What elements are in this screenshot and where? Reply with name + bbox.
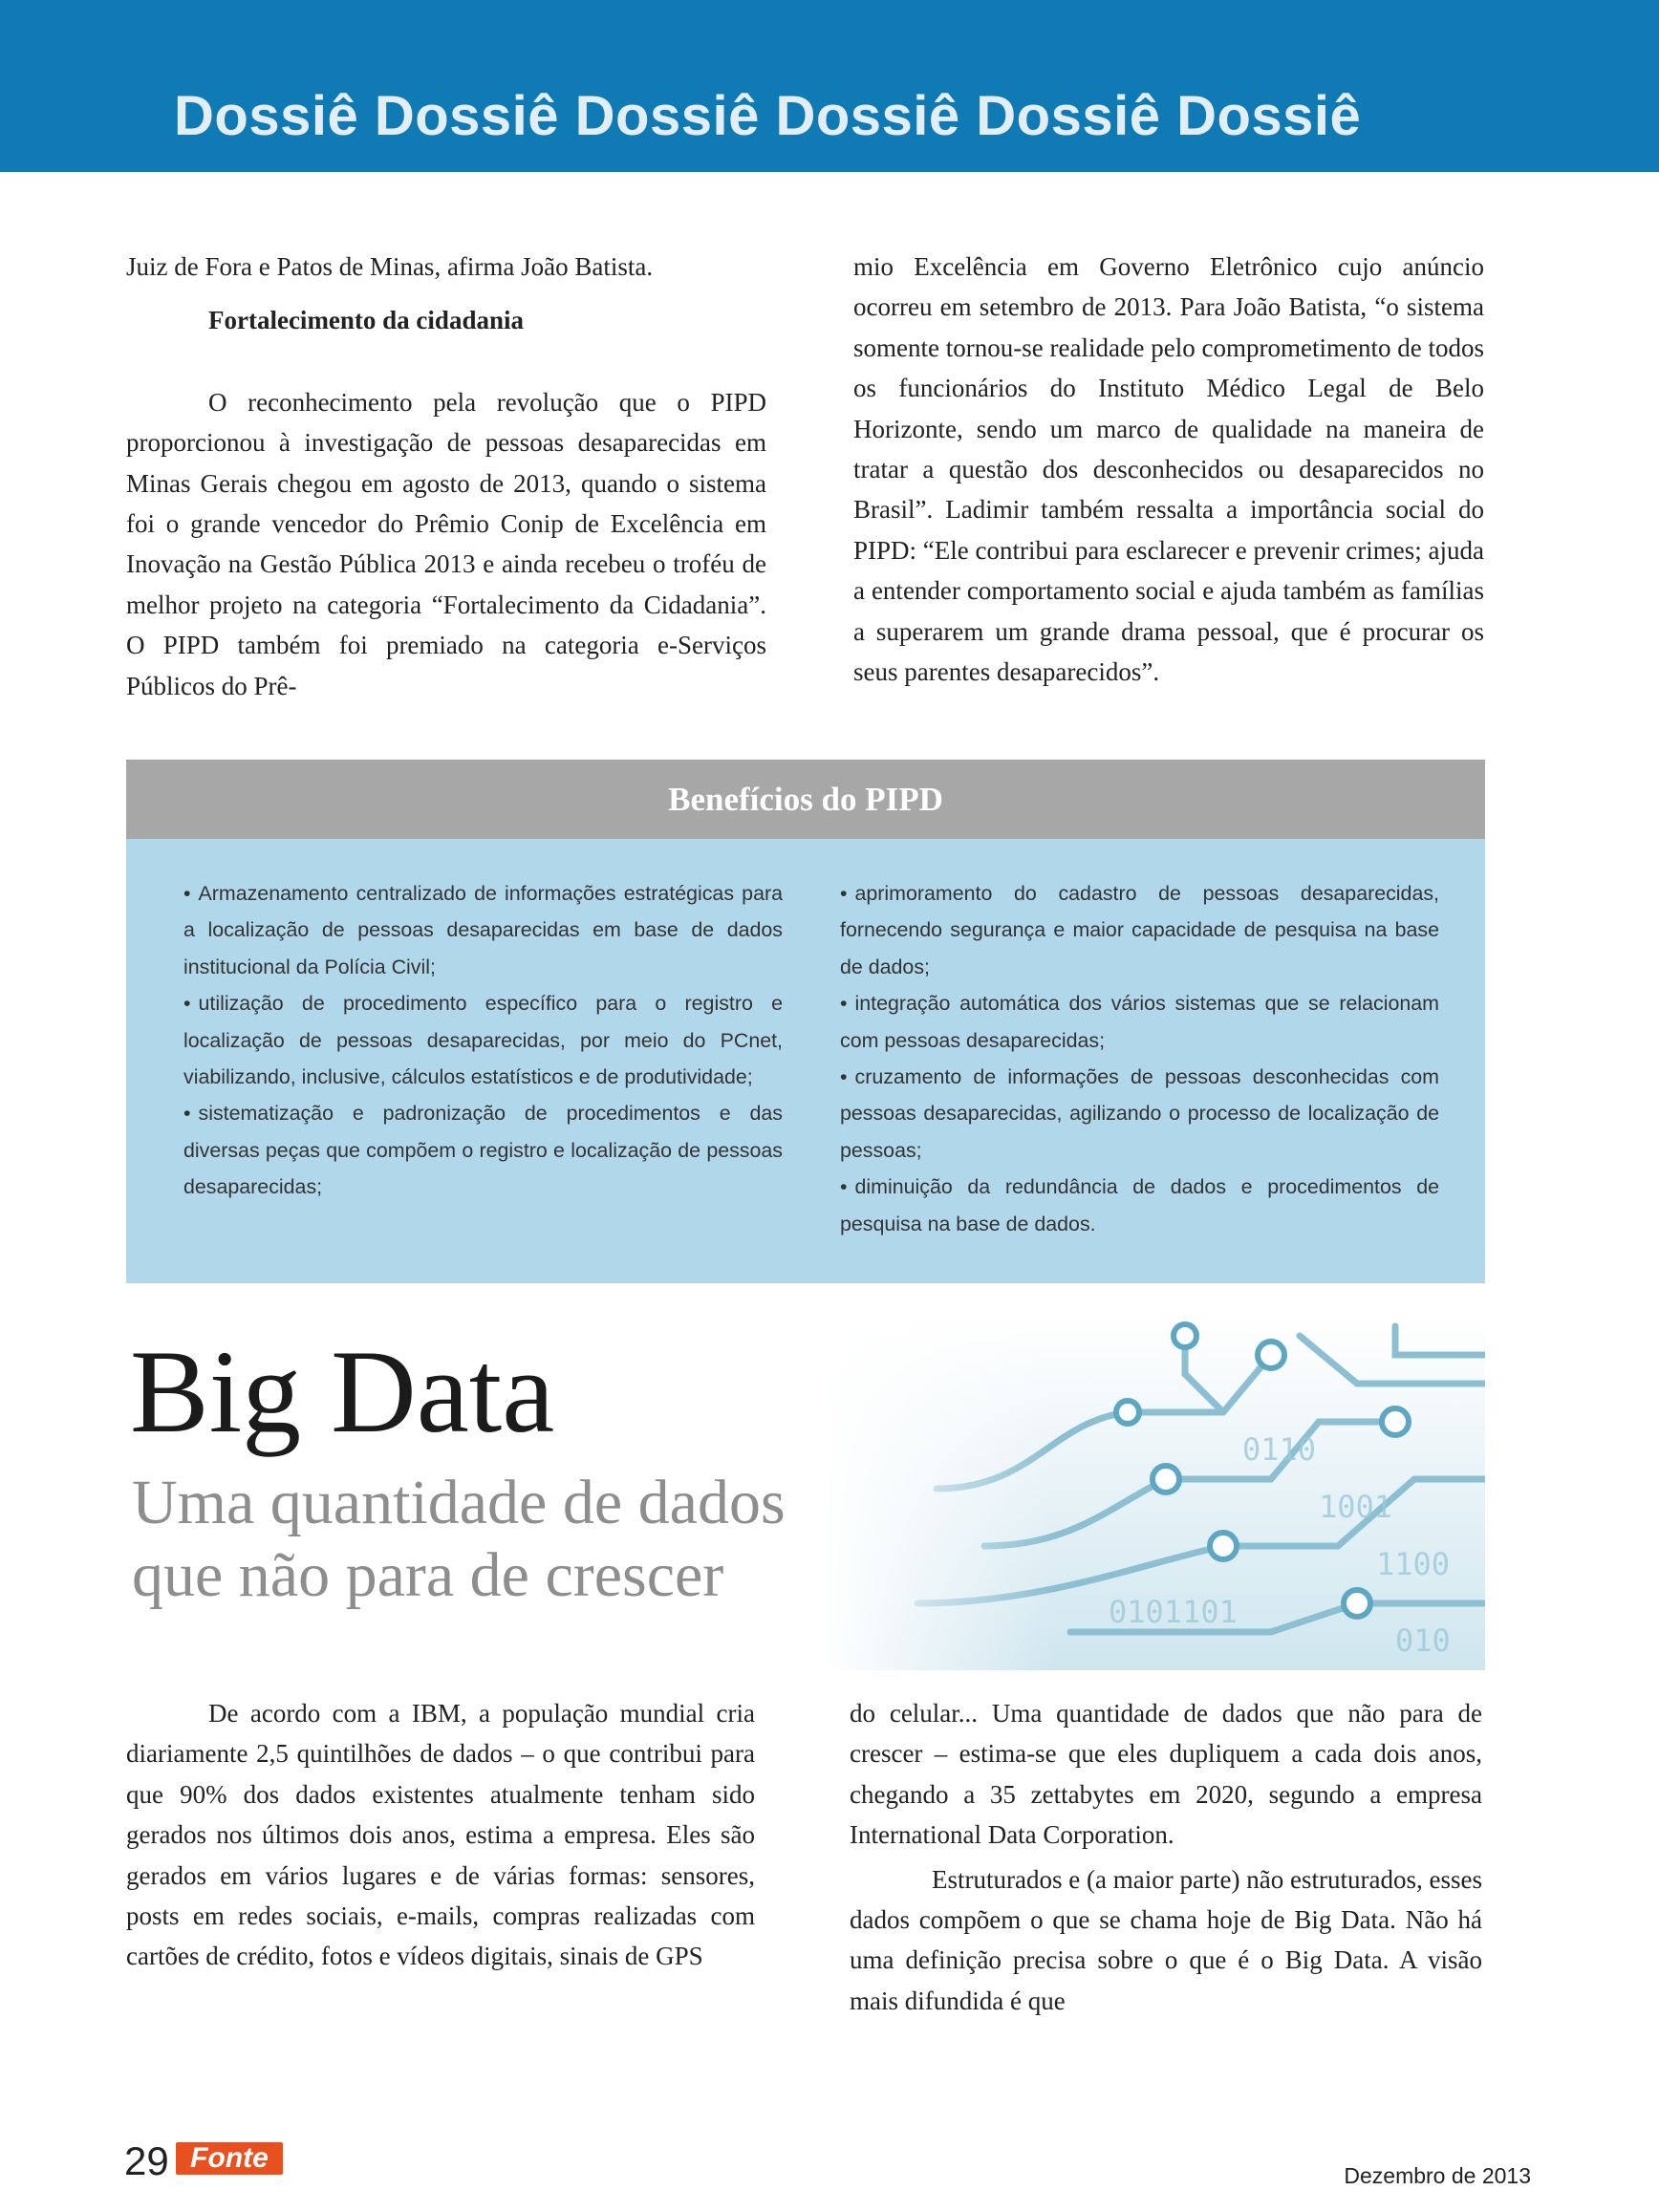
benefit-item — [183, 875, 783, 985]
bullet-icon: • — [183, 1102, 191, 1126]
bullet-icon: • — [840, 992, 848, 1016]
bullet-icon: • — [840, 882, 848, 905]
benefit-text: sistematização e padronização de procedimentos e das diversas peças que compõem o registro e localização de pessoas desaparecidas; — [183, 1102, 783, 1199]
bigdata-subtitle — [132, 1467, 786, 1612]
bullet-icon: • — [183, 992, 191, 1016]
bigdata-subtitle-line2: que não para de crescer — [132, 1540, 724, 1610]
fonte-logo — [176, 2142, 283, 2175]
article1-left-para-0: Juiz de Fora e Patos de Minas, afirma João Batista. — [126, 252, 654, 281]
bullet-icon: • — [840, 1065, 848, 1089]
benefit-text: cruzamento de informações de pessoas desconhecidas com pessoas desaparecidas, agilizando o processo de localização de pessoas; — [840, 1065, 1439, 1162]
bigdata-right-para-0: do celular... Uma quantidade de dados que não para de crescer – estima-se que eles dupliquem a cada dois anos, chegando a 35 zettabytes em 2020, segundo a empresa International Data Corporation. — [850, 1699, 1482, 1850]
bigdata-left-para-0: De acordo com a IBM, a população mundial cria diariamente 2,5 quintilhões de dados – o que contribui para que 90% dos dados existentes atualmente tenham sido gerados nos últimos dois anos, estima a empresa. Eles são gerados em vários lugares e de várias formas: sensores, posts em redes sociais, e-mails, compras realizadas com cartões de crédito, fotos e vídeos digitais, sinais de GPS — [126, 1699, 755, 1971]
benefit-item — [840, 875, 1439, 985]
article1-right-para-0: mio Excelência em Governo Eletrônico cujo anúncio ocorreu em setembro de 2013. Para João Batista, “o sistema somente tornou-se realidade pelo comprometimento de todos os funcionários do Instituto Médico Legal de Belo Horizonte, sendo um marco de qualidade na maneira de tratar a questão dos desconhecidos ou desaparecidos no Brasil”. Ladimir também ressalta a importância social do PIPD: “Ele contribui para esclarecer e prevenir crimes; ajuda a entender comportamento social e ajuda também as famílias a superarem um grande drama pessoal, que é procurar os seus parentes desaparecidos”. — [853, 252, 1484, 687]
article1-left-column — [126, 247, 766, 706]
benefit-text: Armazenamento centralizado de informações estratégicas para a localização de pessoas desaparecidas em base de dados institucional da Polícia Civil; — [183, 882, 783, 978]
benefits-right-column — [840, 875, 1439, 1242]
issue-date: Dezembro de 2013 — [1344, 2163, 1531, 2188]
bigdata-right-para-1: Estruturados e (a maior parte) não estruturados, esses dados compõem o que se chama hoje de Big Data. Não há uma definição precisa sobre o que é o Big Data. A visão mais difundida é que — [850, 1864, 1482, 2015]
benefit-text: diminuição da redundância de dados e procedimentos de pesquisa na base de dados. — [840, 1175, 1439, 1235]
article1-left-para-2: O reconhecimento pela revolução que o PIPD proporcionou à investigação de pessoas desaparecidas em Minas Gerais chegou em agosto de 2013, quando o sistema foi o grande vencedor do Prêmio Conip de Excelência em Inovação na Gestão Pública 2013 e ainda recebeu o troféu de melhor projeto na categoria “Fortalecimento da Cidadania”. O PIPD também foi premiado na categoria e-Serviços Públicos do Prê- — [126, 387, 766, 700]
page-number: 29 — [124, 2138, 169, 2183]
benefit-text: utilização de procedimento específico para o registro e localização de pessoas desaparecidas, por meio do PCnet, viabilizando, inclusive, cálculos estatísticos e de produtividade; — [183, 992, 783, 1089]
benefits-box-header — [126, 760, 1485, 839]
benefit-item — [840, 1059, 1439, 1169]
bigdata-right-column — [850, 1693, 1482, 2021]
circuit-board-illustration — [822, 1317, 1485, 1670]
circuit-board-icon — [822, 1317, 1485, 1670]
benefit-item — [183, 985, 783, 1095]
bullet-icon: • — [183, 882, 191, 905]
benefit-item — [840, 1169, 1439, 1242]
header-title: Dossiê Dossiê Dossiê Dossiê Dossiê Dossiê — [174, 85, 1362, 147]
bigdata-subtitle-line1: Uma quantidade de dados — [132, 1468, 786, 1537]
article1-right-column — [853, 247, 1484, 692]
benefit-item — [183, 1095, 783, 1205]
benefit-item — [840, 985, 1439, 1059]
bigdata-left-column — [126, 1693, 755, 1977]
bigdata-title: Big Data — [130, 1326, 555, 1457]
fonte-logo-text: Fonte — [190, 2142, 269, 2174]
benefit-text: integração automática dos vários sistemas que se relacionam com pessoas desaparecidas; — [840, 992, 1439, 1052]
benefit-text: aprimoramento do cadastro de pessoas desaparecidas, fornecendo segurança e maior capacidade de pesquisa na base de dados; — [840, 882, 1439, 978]
benefits-box-body — [126, 839, 1485, 1283]
benefits-box-title: Benefícios do PIPD — [668, 781, 943, 818]
bullet-icon: • — [840, 1175, 848, 1199]
section-heading-fortalecimento: Fortalecimento da cidadania — [208, 306, 524, 335]
dossie-header-bar — [0, 0, 1659, 172]
benefits-left-column — [183, 875, 783, 1206]
